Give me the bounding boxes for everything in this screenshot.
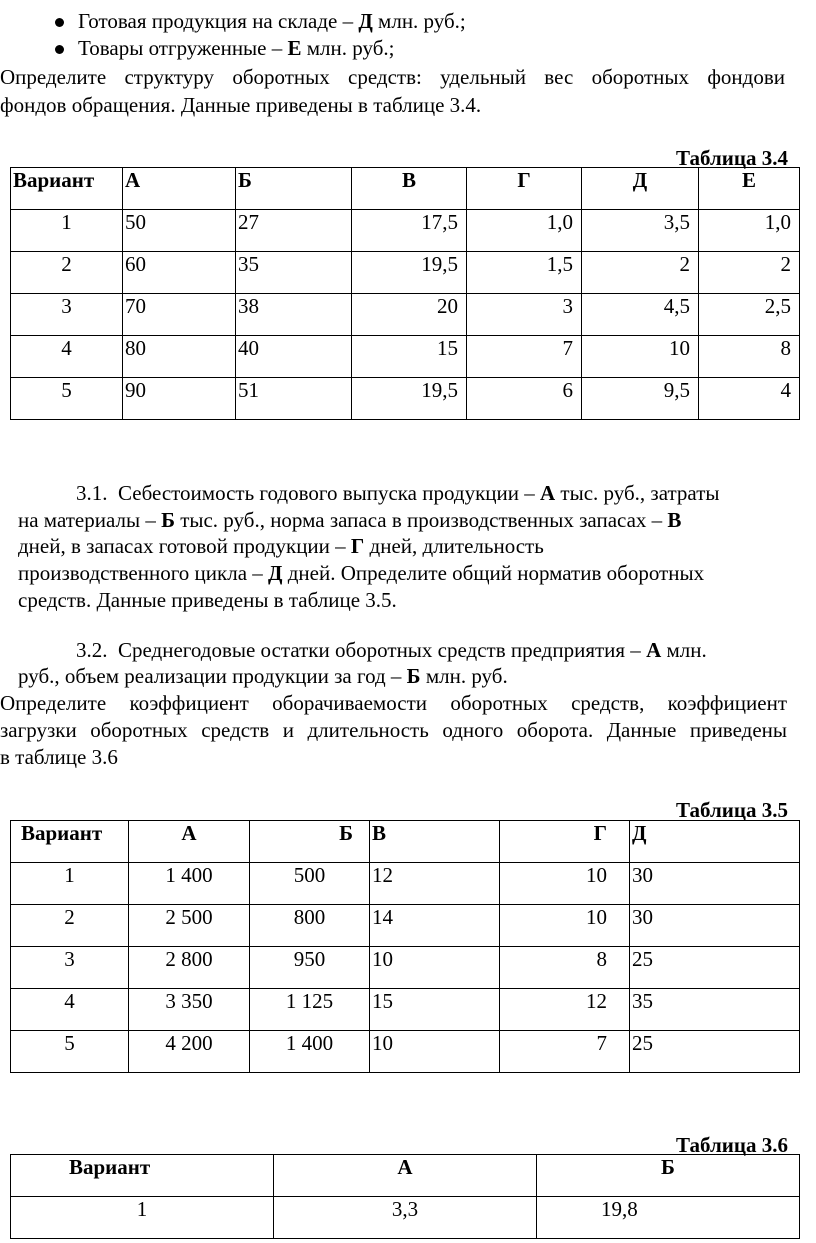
table-cell: 12 bbox=[500, 989, 630, 1031]
table-cell: 10 bbox=[500, 863, 630, 905]
table-header-cell: Д bbox=[582, 168, 699, 210]
table-cell: 3,5 bbox=[582, 210, 699, 252]
table-cell: 2 800 bbox=[129, 947, 250, 989]
table-3-4 bbox=[10, 167, 800, 420]
table-cell: 8 bbox=[500, 947, 630, 989]
table-cell: 70 bbox=[123, 294, 236, 336]
table-cell: 1,0 bbox=[467, 210, 582, 252]
table-header-cell: А bbox=[274, 1155, 537, 1197]
table-cell: 1 bbox=[11, 1197, 274, 1239]
task-3-1-line: 3.1. Себестоимость годового выпуска продукции – А тыс. руб., затраты bbox=[76, 481, 720, 505]
table-cell: 60 bbox=[123, 252, 236, 294]
table-row bbox=[11, 989, 800, 1031]
table-header-cell: Е bbox=[699, 168, 800, 210]
bullet-item: Готовая продукция на складе – Д млн. руб.; bbox=[78, 9, 466, 33]
table-cell: 12 bbox=[370, 863, 500, 905]
task-3-1-line: на материалы – Б тыс. руб., норма запаса в производственных запасах – В bbox=[18, 508, 682, 532]
table-cell: 15 bbox=[370, 989, 500, 1031]
table-cell: 5 bbox=[11, 378, 123, 420]
task-number: 3.2. bbox=[76, 638, 108, 662]
table-cell: 10 bbox=[370, 947, 500, 989]
table-cell: 2 500 bbox=[129, 905, 250, 947]
table-cell: 7 bbox=[500, 1031, 630, 1073]
table-row bbox=[11, 863, 800, 905]
table-cell: 1 400 bbox=[250, 1031, 370, 1073]
table-caption: Таблица 3.6 bbox=[676, 1133, 788, 1157]
table-cell: 4 200 bbox=[129, 1031, 250, 1073]
table-cell: 9,5 bbox=[582, 378, 699, 420]
table-cell: 1 bbox=[11, 210, 123, 252]
table-cell: 20 bbox=[352, 294, 467, 336]
table-caption: Таблица 3.5 bbox=[676, 798, 788, 822]
table-cell: 10 bbox=[370, 1031, 500, 1073]
table-cell: 2 bbox=[11, 252, 123, 294]
table-3-5 bbox=[10, 820, 800, 1073]
task-3-2-line: в таблице 3.6 bbox=[0, 745, 118, 769]
table-cell: 30 bbox=[630, 863, 800, 905]
table-cell: 1 125 bbox=[250, 989, 370, 1031]
table-header-cell: Г bbox=[500, 821, 630, 863]
table-caption: Таблица 3.4 bbox=[676, 146, 788, 170]
table-cell: 8 bbox=[699, 336, 800, 378]
table-row bbox=[11, 252, 800, 294]
table-cell: 15 bbox=[352, 336, 467, 378]
task-3-2-line: руб., объем реализации продукции за год – Б млн. руб. bbox=[18, 664, 508, 688]
table-cell: 4 bbox=[11, 989, 129, 1031]
table-header-cell: Вариант bbox=[11, 168, 123, 210]
table-cell: 80 bbox=[123, 336, 236, 378]
table-row bbox=[11, 210, 800, 252]
table-cell: 19,8 bbox=[537, 1197, 800, 1239]
table-cell: 4 bbox=[699, 378, 800, 420]
table-cell: 3 350 bbox=[129, 989, 250, 1031]
bullet-item: Товары отгруженные – Е млн. руб.; bbox=[78, 36, 395, 60]
table-row bbox=[11, 336, 800, 378]
task-3-1-line: средств. Данные приведены в таблице 3.5. bbox=[18, 588, 397, 612]
table-cell: 14 bbox=[370, 905, 500, 947]
table-cell: 3 bbox=[11, 294, 123, 336]
table-row bbox=[11, 1197, 800, 1239]
table-cell: 3 bbox=[467, 294, 582, 336]
table-cell: 30 bbox=[630, 905, 800, 947]
table-header-cell: Д bbox=[630, 821, 800, 863]
table-3-6 bbox=[10, 1154, 800, 1239]
table-cell: 2 bbox=[582, 252, 699, 294]
table-row bbox=[11, 905, 800, 947]
table-cell: 1 bbox=[11, 863, 129, 905]
table-cell: 19,5 bbox=[352, 252, 467, 294]
table-cell: 2,5 bbox=[699, 294, 800, 336]
table-cell: 25 bbox=[630, 947, 800, 989]
table-cell: 35 bbox=[236, 252, 352, 294]
task-3-1-line: дней, в запасах готовой продукции – Г дней, длительность bbox=[18, 534, 544, 558]
table-cell: 1,0 bbox=[699, 210, 800, 252]
table-cell: 25 bbox=[630, 1031, 800, 1073]
table-cell: 3 bbox=[11, 947, 129, 989]
task-3-2-line: 3.2. Среднегодовые остатки оборотных средств предприятия – А млн. bbox=[76, 638, 707, 662]
task-3-1-line: производственного цикла – Д дней. Определите общий норматив оборотных bbox=[18, 561, 705, 585]
table-cell: 4,5 bbox=[582, 294, 699, 336]
table-row bbox=[11, 294, 800, 336]
table-header-cell: А bbox=[129, 821, 250, 863]
table-header-cell: Б bbox=[236, 168, 352, 210]
table-cell: 4 bbox=[11, 336, 123, 378]
table-cell: 6 bbox=[467, 378, 582, 420]
table-header-cell: А bbox=[123, 168, 236, 210]
intro-line: Определите структуру оборотных средств: удельный вес оборотных фондови bbox=[0, 65, 785, 89]
table-cell: 50 bbox=[123, 210, 236, 252]
bullet-icon bbox=[55, 18, 64, 27]
table-cell: 5 bbox=[11, 1031, 129, 1073]
table-header-cell: Б bbox=[250, 821, 370, 863]
table-cell: 38 bbox=[236, 294, 352, 336]
table-cell: 27 bbox=[236, 210, 352, 252]
table-cell: 500 bbox=[250, 863, 370, 905]
table-cell: 10 bbox=[582, 336, 699, 378]
table-cell: 10 bbox=[500, 905, 630, 947]
table-cell: 51 bbox=[236, 378, 352, 420]
task-number: 3.1. bbox=[76, 481, 108, 505]
table-cell: 35 bbox=[630, 989, 800, 1031]
bullet-icon bbox=[55, 45, 64, 54]
intro-line: фондов обращения. Данные приведены в таблице 3.4. bbox=[0, 93, 482, 117]
task-3-2-line: загрузки оборотных средств и длительность одного оборота. Данные приведены bbox=[0, 718, 787, 742]
table-row bbox=[11, 947, 800, 989]
table-cell: 7 bbox=[467, 336, 582, 378]
table-header-cell: Вариант bbox=[11, 1155, 274, 1197]
table-cell: 1 400 bbox=[129, 863, 250, 905]
table-row bbox=[11, 1031, 800, 1073]
table-cell: 40 bbox=[236, 336, 352, 378]
table-cell: 2 bbox=[11, 905, 129, 947]
table-cell: 90 bbox=[123, 378, 236, 420]
table-header-cell: В bbox=[352, 168, 467, 210]
table-header-cell: Г bbox=[467, 168, 582, 210]
table-cell: 1,5 bbox=[467, 252, 582, 294]
table-cell: 800 bbox=[250, 905, 370, 947]
table-header-cell: В bbox=[370, 821, 500, 863]
table-cell: 950 bbox=[250, 947, 370, 989]
table-header-cell: Вариант bbox=[11, 821, 129, 863]
task-3-2-line: Определите коэффициент оборачиваемости оборотных средств, коэффициент bbox=[0, 691, 787, 715]
table-row bbox=[11, 378, 800, 420]
table-header-cell: Б bbox=[537, 1155, 800, 1197]
table-cell: 3,3 bbox=[274, 1197, 537, 1239]
table-cell: 2 bbox=[699, 252, 800, 294]
table-cell: 19,5 bbox=[352, 378, 467, 420]
table-cell: 17,5 bbox=[352, 210, 467, 252]
